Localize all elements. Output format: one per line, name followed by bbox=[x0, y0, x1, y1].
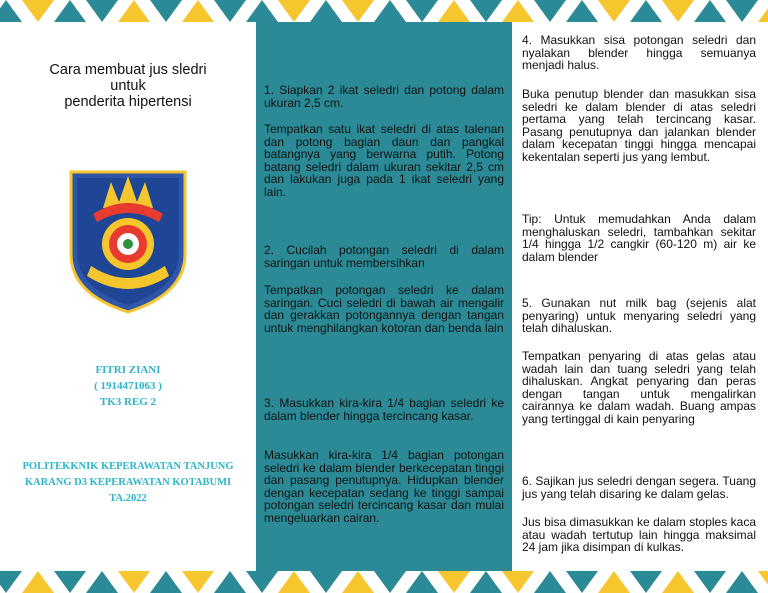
decor-triangle bbox=[0, 571, 22, 593]
decor-triangle bbox=[438, 0, 470, 22]
decor-triangle bbox=[598, 571, 630, 593]
title-line-2: untuk bbox=[110, 78, 146, 94]
decor-triangle bbox=[502, 571, 534, 593]
institution-logo-icon bbox=[63, 162, 193, 314]
decor-triangle bbox=[182, 0, 214, 22]
step-6-detail: Jus bisa dimasukkan ke dalam stoples kaca atau wadah tertutup lain hingga maksimal 24 jam jika disimpan di kulkas. bbox=[522, 515, 756, 554]
decor-triangle bbox=[470, 571, 502, 593]
step-5-heading: 5. Gunakan nut milk bag (sejenis alat penyaring) untuk menyaring seledri yang telah dihaluskan. bbox=[522, 296, 756, 335]
title-line-3: penderita hipertensi bbox=[64, 94, 192, 110]
decor-triangle bbox=[726, 0, 758, 22]
student-id: ( 1914471063 ) bbox=[94, 380, 162, 392]
step-6-heading: 6. Sajikan jus seledri dengan segera. Tuang jus yang telah disaring ke dalam gelas. bbox=[522, 474, 756, 501]
top-triangle-pattern bbox=[0, 0, 768, 22]
decor-triangle bbox=[86, 571, 118, 593]
step-2-detail: Tempatkan potongan seledri ke dalam saringan. Cuci seledri di bawah air mengalir dan gerakkan potongannya dengan tangan untuk menghilangkan kotoran dan benda lain bbox=[264, 283, 504, 335]
decor-triangle bbox=[374, 571, 406, 593]
decor-triangle bbox=[54, 571, 86, 593]
step-3-detail: Masukkan kira-kira 1/4 bagian potongan seledri ke dalam blender berkecepatan tinggi dan pasang penutupnya. Hidupkan blender dengan kecepatan sedang ke tinggi sampai potongan seledri tercincang kasar dan mulai mengeluarkan cairan. bbox=[264, 448, 504, 525]
decor-triangle bbox=[0, 0, 22, 22]
title-line-1: Cara membuat jus sledri bbox=[49, 62, 207, 78]
decor-triangle bbox=[534, 0, 566, 22]
decor-triangle bbox=[662, 571, 694, 593]
decor-triangle bbox=[630, 571, 662, 593]
decor-triangle bbox=[342, 571, 374, 593]
decor-triangle bbox=[86, 0, 118, 22]
decor-triangle bbox=[406, 571, 438, 593]
decor-triangle bbox=[246, 571, 278, 593]
step-5-detail: Tempatkan penyaring di atas gelas atau wadah lain dan tuang seledri yang telah dihaluskan. Angkat penyaring dan peras dengan tangan untuk mengalirkan cairannya ke dalam wadah. Buang ampas yang tertinggal di kain penyaring bbox=[522, 349, 756, 426]
decor-triangle bbox=[54, 0, 86, 22]
cover-panel bbox=[0, 22, 256, 571]
decor-triangle bbox=[694, 0, 726, 22]
institution-name: POLITEKKNIK KEPERAWATAN TANJUNG KARANG D3 KEPERAWATAN KOTABUMI TA.2022 bbox=[22, 461, 234, 504]
decor-triangle bbox=[470, 0, 502, 22]
decor-triangle bbox=[246, 0, 278, 22]
decor-triangle bbox=[150, 571, 182, 593]
steps-panel-1 bbox=[256, 22, 512, 571]
decor-triangle bbox=[662, 0, 694, 22]
decor-triangle bbox=[566, 0, 598, 22]
decor-triangle bbox=[438, 571, 470, 593]
decor-triangle bbox=[502, 0, 534, 22]
step-4-detail: Buka penutup blender dan masukkan sisa seledri ke dalam blender di atas seledri pertama yang telah tercincang kasar. Pasang penutupnya dan jalankan blender dalam kecepatan tinggi hingga mencapai kekentalan seperti jus yang lembut. bbox=[522, 87, 756, 164]
decor-triangle bbox=[310, 571, 342, 593]
step-3-heading: 3. Masukkan kira-kira 1/4 bagian seledri ke dalam blender hingga tercincang kasar. bbox=[264, 396, 504, 423]
decor-triangle bbox=[534, 571, 566, 593]
student-identity bbox=[10, 362, 246, 410]
decor-triangle bbox=[310, 0, 342, 22]
decor-triangle bbox=[694, 571, 726, 593]
student-name: FITRI ZIANI bbox=[95, 364, 161, 376]
decor-triangle bbox=[22, 0, 54, 22]
step-1-heading: 1. Siapkan 2 ikat seledri dan potong dalam ukuran 2,5 cm. bbox=[264, 83, 504, 110]
steps-panel-2 bbox=[512, 22, 768, 571]
step-2-heading: 2. Cucilah potongan seledri di dalam saringan untuk membersihkan bbox=[264, 243, 504, 270]
decor-triangle bbox=[598, 0, 630, 22]
decor-triangle bbox=[278, 0, 310, 22]
step-4-heading: 4. Masukkan sisa potongan seledri dan nyalakan blender hingga semuanya menjadi halus. bbox=[522, 33, 756, 72]
step-1-detail: Tempatkan satu ikat seledri di atas talenan dan potong bagian daun dan pangkal batangnya yang berwarna putih. Potong batang seledri dalam ukuran sekitar 2,5 cm dan lakukan juga pada 1 ikat seledri yang lain. bbox=[264, 122, 504, 199]
tip-text: Tip: Untuk memudahkan Anda dalam menghaluskan seledri, tambahkan sekitar 1/4 hingga 1/2 cangkir (60-120 m) air ke dalam blender bbox=[522, 212, 756, 264]
decor-triangle bbox=[278, 571, 310, 593]
decor-triangle bbox=[342, 0, 374, 22]
student-class: TK3 REG 2 bbox=[99, 396, 157, 408]
bottom-triangle-pattern bbox=[0, 571, 768, 593]
decor-triangle bbox=[118, 571, 150, 593]
decor-triangle bbox=[374, 0, 406, 22]
decor-triangle bbox=[214, 571, 246, 593]
decor-triangle bbox=[758, 0, 768, 22]
decor-triangle bbox=[566, 571, 598, 593]
bottom-decorative-band bbox=[0, 571, 768, 593]
white-sheet bbox=[512, 22, 768, 571]
decor-triangle bbox=[214, 0, 246, 22]
decor-triangle bbox=[406, 0, 438, 22]
decor-triangle bbox=[630, 0, 662, 22]
top-decorative-band bbox=[0, 0, 768, 22]
decor-triangle bbox=[758, 571, 768, 593]
decor-triangle bbox=[118, 0, 150, 22]
decor-triangle bbox=[726, 571, 758, 593]
brochure-title bbox=[14, 62, 242, 110]
decor-triangle bbox=[150, 0, 182, 22]
decor-triangle bbox=[22, 571, 54, 593]
decor-triangle bbox=[182, 571, 214, 593]
